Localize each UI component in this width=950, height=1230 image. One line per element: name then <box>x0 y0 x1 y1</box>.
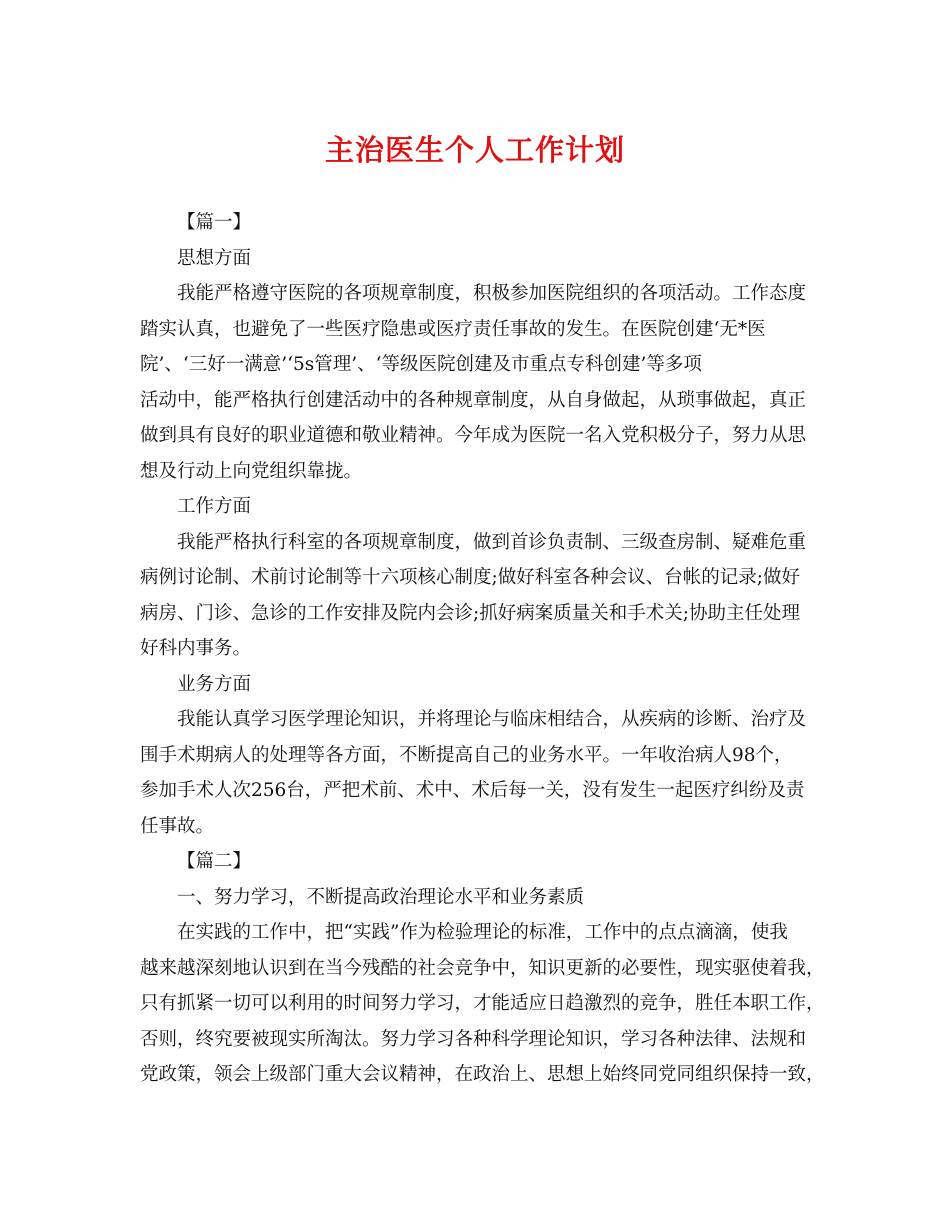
paragraph-line: 围手术期病人的处理等各方面，不断提高自己的业务水平。一年收治病人98个， <box>140 744 793 766</box>
paragraph-line: 好科内事务。 <box>140 638 252 659</box>
paragraph-line: 在实践的工作中，把“实践”作为检验理论的标准，工作中的点点滴滴，使我 <box>177 922 788 943</box>
paragraph-line: 我能严格遵守医院的各项规章制度，积极参加医院组织的各项活动。工作态度 <box>177 283 807 304</box>
paragraph-line: 否则，终究要被现实所淘汰。努力学习各种科学理论知识，学习各种法律、法规和 <box>140 1028 807 1050</box>
paragraph-line: 院’、‘三好一满意’‘5s管理’、‘等级医院创建及市重点专科创建’等多项 <box>140 354 702 375</box>
paragraph-business <box>140 702 820 844</box>
section-heading-thought: 思想方面 <box>177 247 252 269</box>
paragraph-line: 活动中，能严格执行创建活动中的各种规章制度，从自身做起，从琐事做起，真正 <box>140 389 807 411</box>
paragraph-line: 病房、门诊、急诊的工作安排及院内会诊;抓好病案质量关和手术关;协助主任处理 <box>140 602 800 624</box>
paragraph-line: 我能认真学习医学理论知识，并将理论与临床相结合，从疾病的诊断、治疗及 <box>177 709 807 730</box>
paragraph-line: 越来越深刻地认识到在当今残酷的社会竞争中，知识更新的必要性，现实驱使着我， <box>140 957 825 979</box>
section-heading-study: 一、努力学习，不断提高政治理论水平和业务素质 <box>177 886 585 908</box>
paragraph-line: 做到具有良好的职业道德和敬业精神。今年成为医院一名入党积极分子，努力从思 <box>140 425 807 446</box>
paragraph-line: 党政策，领会上级部门重大会议精神，在政治上、思想上始终同党同组织保持一致， <box>140 1064 825 1085</box>
paragraph-line: 病例讨论制、术前讨论制等十六项核心制度;做好科室各种会议、台帐的记录;做好 <box>140 567 800 588</box>
paragraph-work <box>140 525 820 667</box>
paragraph-line: 我能严格执行科室的各项规章制度，做到首诊负责制、三级查房制、疑难危重 <box>177 531 807 553</box>
document-title: 主治医生个人工作计划 <box>324 133 625 167</box>
section-heading-business: 业务方面 <box>177 673 252 695</box>
part-heading-1: 【篇一】 <box>177 212 252 233</box>
paragraph-line: 参加手术人次256台，严把术前、术中、术后每一关，没有发生一起医疗纠纷及责 <box>140 780 805 801</box>
paragraph-line: 只有抓紧一切可以利用的时间努力学习，才能适应日趋激烈的竞争，胜任本职工作， <box>140 993 825 1014</box>
part-heading-2: 【篇二】 <box>177 851 252 872</box>
paragraph-line: 任事故。 <box>140 815 215 837</box>
paragraph-thought <box>140 276 820 489</box>
section-heading-work: 工作方面 <box>177 496 252 517</box>
paragraph-line: 想及行动上向党组织靠拢。 <box>140 460 363 482</box>
document-body <box>140 205 825 1093</box>
paragraph-study <box>140 915 825 1093</box>
paragraph-line: 踏实认真，也避免了一些医疗隐患或医疗责任事故的发生。在医院创建‘无*医 <box>140 318 766 340</box>
